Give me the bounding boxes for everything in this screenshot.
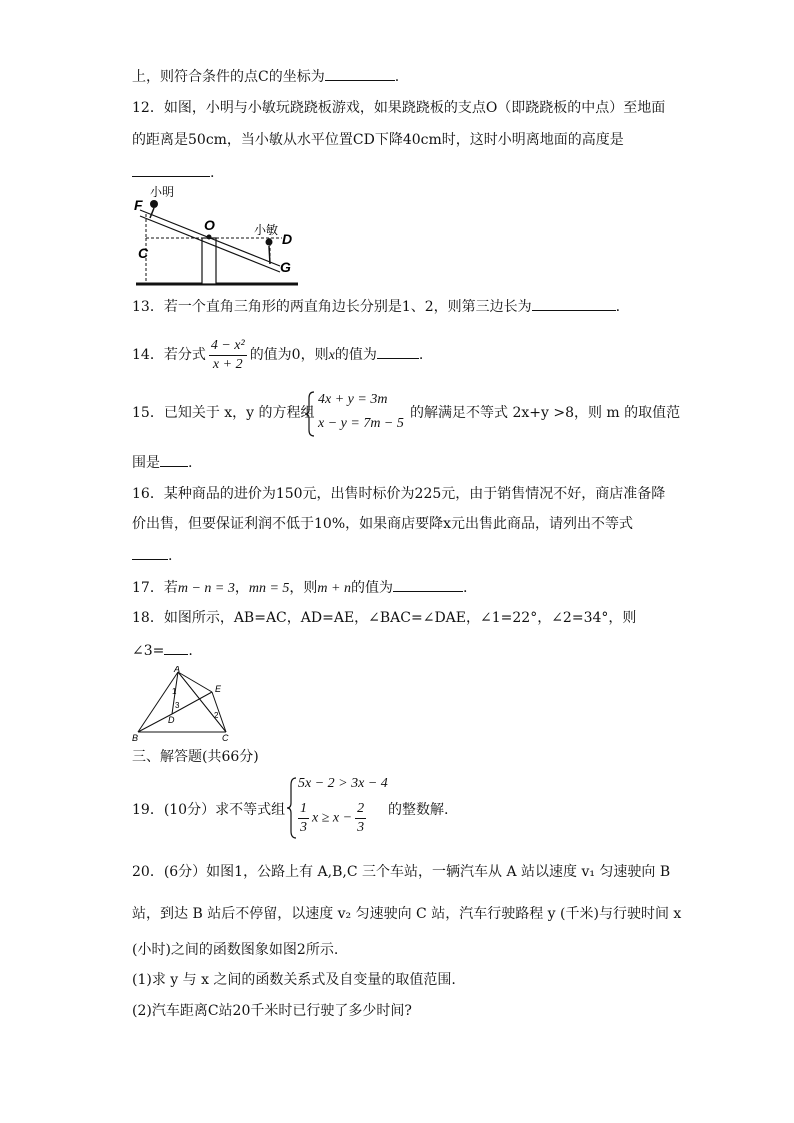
q19-frac1-num: 1 bbox=[298, 800, 309, 819]
q15-end: . bbox=[188, 455, 193, 471]
q16-blank[interactable] bbox=[132, 545, 168, 560]
label-B: B bbox=[132, 733, 139, 742]
q16-line3 bbox=[132, 545, 172, 566]
q17-line bbox=[132, 577, 467, 599]
q19-frac1-den: 3 bbox=[300, 820, 307, 835]
q15-post: 的解满足不等式 2x+y >8，则 m 的取值范 bbox=[410, 405, 681, 421]
q18-end: . bbox=[188, 643, 193, 659]
label-F: F bbox=[134, 197, 143, 213]
q13-line bbox=[132, 296, 620, 317]
q14-pre: 14．若分式 bbox=[132, 347, 206, 363]
q15-brace bbox=[304, 390, 316, 438]
q13-text: 13．若一个直角三角形的两直角边长分别是1、2，则第三边长为 bbox=[132, 299, 532, 315]
q19-ineq2 bbox=[298, 800, 369, 837]
q17-mid: ，则 bbox=[289, 580, 318, 596]
q12-line2: 的距离是50cm，当小敏从水平位置CD下降40cm时，这时小明离地面的高度是 bbox=[132, 132, 624, 148]
label-angle3: 3 bbox=[175, 701, 180, 710]
q19-brace bbox=[286, 776, 298, 840]
q15-blank[interactable] bbox=[160, 452, 188, 467]
q17-sep: ， bbox=[234, 580, 249, 596]
q19-ineq2-mid: x ≥ x − bbox=[312, 810, 353, 826]
q14-var: x bbox=[328, 348, 335, 363]
q17-cond2: mn = 5 bbox=[248, 581, 290, 596]
q11-blank[interactable] bbox=[325, 66, 395, 81]
q19-frac2-num: 2 bbox=[355, 800, 366, 819]
q17-end: . bbox=[462, 580, 468, 596]
q16-line2: 价出售，但要保证利润不低于10%，如果商店要降x元出售此商品，请列出不等式 bbox=[132, 516, 634, 532]
xiaomin-head bbox=[266, 239, 273, 246]
q20-line3: (小时)之间的函数图象如图2所示. bbox=[132, 942, 339, 958]
label-angle1: 1 bbox=[172, 687, 177, 696]
q17-cond1: m − n = 3 bbox=[177, 581, 235, 596]
q19-frac2-den: 3 bbox=[357, 820, 365, 835]
q18-line2-text: ∠3= bbox=[132, 643, 165, 659]
q19-post: 的整数解. bbox=[388, 802, 449, 818]
label-D: D bbox=[282, 231, 293, 247]
label-C: C bbox=[222, 733, 229, 742]
q18-line2 bbox=[132, 640, 193, 661]
label-G: G bbox=[280, 259, 291, 275]
xiaoming-body bbox=[150, 208, 154, 218]
label-angle2: 2 bbox=[214, 711, 219, 720]
section-title: 三、解答题(共66分) bbox=[132, 749, 259, 765]
label-O: O bbox=[204, 217, 215, 233]
q13-blank[interactable] bbox=[532, 296, 616, 311]
triangle-figure bbox=[132, 666, 244, 742]
q19-frac1 bbox=[298, 800, 309, 837]
label-A: A bbox=[174, 666, 181, 674]
q20-sub2: (2)汽车距离C站20千米时已行驶了多少时间? bbox=[132, 1003, 412, 1019]
label-C: C bbox=[138, 245, 149, 261]
seesaw-figure bbox=[132, 184, 302, 290]
q15-pre: 15．已知关于 x，y 的方程组 bbox=[132, 405, 315, 421]
q15-line2 bbox=[132, 452, 192, 473]
xiaoming-head bbox=[150, 200, 158, 208]
q14-denominator: x + 2 bbox=[212, 356, 243, 372]
q16-line1: 16．某种商品的进价为150元，出售时标价为225元，由于销售情况不好，商店准备降 bbox=[132, 486, 666, 502]
q11-line bbox=[132, 66, 399, 87]
q19-pre: 19．(10分）求不等式组 bbox=[132, 802, 286, 818]
q20-line1: 20．(6分）如图1，公路上有 A,B,C 三个车站，一辆汽车从 A 站以速度 v₁ 匀速驶向 B bbox=[132, 864, 671, 880]
q17-post: 的值为 bbox=[350, 580, 393, 596]
q18-blank[interactable] bbox=[164, 640, 188, 655]
q12-blank[interactable] bbox=[132, 162, 210, 177]
q15-line2-text: 围是 bbox=[132, 455, 160, 471]
q14-post: 的值为 bbox=[334, 347, 377, 363]
q17-pre: 17．若 bbox=[132, 580, 178, 596]
q19-frac2 bbox=[355, 800, 366, 837]
q14-blank[interactable] bbox=[377, 344, 419, 359]
q20-sub1: (1)求 y 与 x 之间的函数关系式及自变量的取值范围. bbox=[132, 972, 456, 988]
q14-end: . bbox=[418, 347, 424, 363]
label-xiaomin: 小敏 bbox=[254, 223, 279, 237]
q15-eq1: 4x + y = 3m bbox=[318, 392, 388, 407]
q20-line2: 站，到达 B 站后不停留，以速度 v₂ 匀速驶向 C 站，汽车行驶路程 y (千米)与行驶时间 x bbox=[132, 906, 682, 922]
q15-eq2: x − y = 7m − 5 bbox=[318, 416, 404, 431]
q11-text: 上，则符合条件的点C的坐标为 bbox=[132, 69, 325, 85]
q16-end: . bbox=[168, 548, 173, 564]
seg-AC-diag bbox=[178, 672, 226, 732]
label-E: E bbox=[215, 684, 222, 694]
q14-fraction bbox=[209, 337, 247, 374]
q12-line3 bbox=[132, 162, 214, 183]
xiaomin-body bbox=[269, 246, 270, 264]
q19-ineq1: 5x − 2 > 3x − 4 bbox=[298, 776, 388, 791]
pivot-point bbox=[207, 235, 212, 240]
label-xiaoming: 小明 bbox=[150, 185, 175, 199]
q12-line1: 12．如图，小明与小敏玩跷跷板游戏，如果跷跷板的支点O（即跷跷板的中点）至地面 bbox=[132, 100, 666, 116]
seg-AE bbox=[178, 672, 212, 692]
q12-end: . bbox=[210, 165, 215, 181]
fulcrum-post bbox=[202, 238, 216, 284]
q13-end: . bbox=[615, 299, 621, 315]
q17-expr: m + n bbox=[317, 581, 351, 596]
q14-mid: 的值为0，则 bbox=[249, 347, 329, 363]
q14-line bbox=[132, 333, 423, 378]
seg-BD bbox=[138, 714, 172, 732]
q18-line1: 18．如图所示，AB=AC，AD=AE，∠BAC=∠DAE，∠1=22°，∠2=34°，则 bbox=[132, 610, 637, 626]
label-D: D bbox=[168, 715, 175, 725]
q17-blank[interactable] bbox=[393, 577, 463, 592]
q14-numerator: 4 − x² bbox=[209, 337, 247, 356]
q11-end: . bbox=[394, 69, 400, 85]
